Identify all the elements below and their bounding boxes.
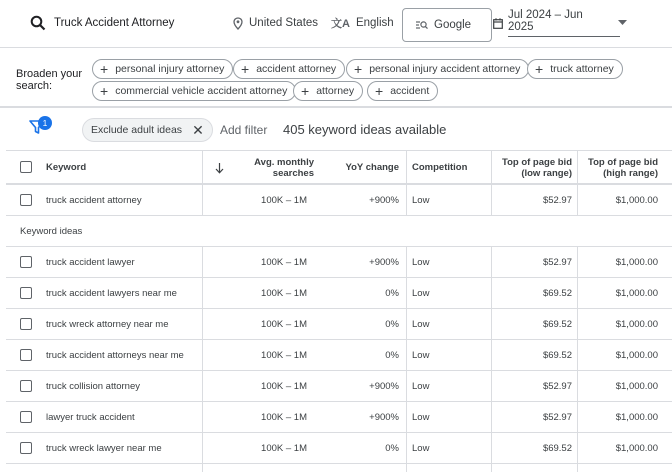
section-label-keyword-ideas: Keyword ideas <box>6 216 672 247</box>
searches-cell: 100K – 1M <box>261 349 307 361</box>
row-checkbox[interactable] <box>20 318 32 330</box>
competition-cell: Low <box>412 194 430 206</box>
searches-cell: 100K – 1M <box>261 318 307 330</box>
chip-label: truck attorney <box>550 63 614 75</box>
yoy-cell: 0% <box>385 442 399 454</box>
location-label: United States <box>249 17 319 29</box>
bid-low-cell: $69.52 <box>542 442 572 454</box>
yoy-cell: +900% <box>369 256 399 268</box>
close-icon[interactable]: ✕ <box>192 121 204 138</box>
chip-label: attorney <box>316 85 355 97</box>
search-network-icon <box>416 20 428 30</box>
search-network-label: Google <box>434 19 472 31</box>
column-divider <box>491 150 492 216</box>
bid-low-cell: $52.97 <box>542 380 572 392</box>
keyword-cell: truck collision attorney <box>46 380 140 392</box>
bid-high-cell: $1,000.00 <box>615 287 658 299</box>
column-divider <box>202 150 203 216</box>
broaden-chip[interactable] <box>293 81 363 101</box>
plus-icon: + <box>375 83 384 99</box>
row-checkbox[interactable] <box>20 411 32 423</box>
chip-label: accident <box>390 85 430 97</box>
row-checkbox[interactable] <box>20 287 32 299</box>
yoy-cell: +900% <box>369 411 399 423</box>
broaden-chip[interactable] <box>346 59 529 79</box>
column-divider <box>577 247 578 472</box>
bid-high-cell: $1,000.00 <box>615 318 658 330</box>
table-header <box>6 150 672 185</box>
add-filter-button[interactable]: Add filter <box>220 123 268 137</box>
keyword-cell: truck wreck attorney near me <box>46 318 169 330</box>
competition-cell: Low <box>412 287 430 299</box>
location-pin-icon <box>233 17 243 30</box>
bid-high-cell: $1,000.00 <box>615 194 658 206</box>
column-divider <box>406 247 407 472</box>
row-checkbox[interactable] <box>20 442 32 454</box>
keyword-count: 405 keyword ideas available <box>283 122 447 137</box>
searches-cell: 100K – 1M <box>261 442 307 454</box>
competition-cell: Low <box>412 380 430 392</box>
searches-cell: 100K – 1M <box>261 287 307 299</box>
table-row[interactable] <box>6 433 672 464</box>
plus-icon: + <box>100 61 109 77</box>
column-header-competition[interactable]: Competition <box>412 162 468 173</box>
searches-cell: 100K – 1M <box>261 256 307 268</box>
competition-cell: Low <box>412 411 430 423</box>
broaden-chip[interactable] <box>233 59 345 79</box>
column-header-yoy[interactable]: YoY change <box>345 162 399 173</box>
keyword-planner-topbar <box>0 0 672 48</box>
column-header-keyword[interactable]: Keyword <box>46 162 87 173</box>
row-checkbox[interactable] <box>20 380 32 392</box>
search-query: Truck Accident Attorney <box>54 17 175 29</box>
select-all-checkbox[interactable] <box>20 161 32 173</box>
column-divider <box>406 150 407 216</box>
row-checkbox[interactable] <box>20 349 32 361</box>
yoy-cell: +900% <box>369 380 399 392</box>
table-row[interactable] <box>6 340 672 371</box>
competition-cell: Low <box>412 256 430 268</box>
competition-cell: Low <box>412 318 430 330</box>
chip-label: personal injury accident attorney <box>369 63 521 75</box>
bid-high-cell: $1,000.00 <box>615 256 658 268</box>
arrow-down-icon[interactable] <box>215 163 224 174</box>
caret-down-icon <box>618 20 627 26</box>
plus-icon: + <box>241 61 250 77</box>
yoy-cell: 0% <box>385 287 399 299</box>
search-icon <box>30 15 46 31</box>
column-header-bid-low[interactable]: Top of page bid (low range) <box>501 156 572 179</box>
language-selector[interactable] <box>331 0 394 46</box>
column-header-bid-high[interactable]: Top of page bid (high range) <box>587 156 658 179</box>
keyword-cell: truck accident attorney <box>46 194 142 206</box>
keyword-cell: truck accident lawyer <box>46 256 135 268</box>
bid-high-cell: $1,000.00 <box>615 349 658 361</box>
chip-label: Exclude adult ideas <box>91 124 183 136</box>
table-row[interactable] <box>6 402 672 433</box>
keyword-cell: lawyer truck accident <box>46 411 135 423</box>
yoy-cell: 0% <box>385 318 399 330</box>
calendar-icon <box>493 18 503 29</box>
language-label: English <box>355 17 394 29</box>
broaden-search-panel <box>0 50 672 108</box>
yoy-cell: 0% <box>385 349 399 361</box>
keyword-cell: truck wreck lawyer near me <box>46 442 162 454</box>
competition-cell: Low <box>412 442 430 454</box>
bid-low-cell: $52.97 <box>542 256 572 268</box>
broaden-chip[interactable] <box>92 59 233 79</box>
search-network-selector[interactable] <box>402 8 492 42</box>
location-selector[interactable] <box>233 0 318 46</box>
translate-icon: 文A <box>331 18 350 30</box>
keyword-cell: truck accident attorneys near me <box>46 349 184 361</box>
keyword-cell: truck accident lawyers near me <box>46 287 177 299</box>
plus-icon: + <box>354 61 363 77</box>
chip-label: commercial vehicle accident attorney <box>115 85 288 97</box>
broaden-chip[interactable] <box>367 81 438 101</box>
search-field[interactable] <box>30 0 174 46</box>
exclude-adult-ideas-chip[interactable] <box>82 118 213 142</box>
searches-cell: 100K – 1M <box>261 411 307 423</box>
column-divider <box>202 247 203 472</box>
plus-icon: + <box>301 83 310 99</box>
chip-label: accident attorney <box>256 63 337 75</box>
table-row[interactable] <box>6 309 672 340</box>
bid-low-cell: $52.97 <box>542 194 572 206</box>
date-range-label: Jul 2024 – Jun 2025 <box>508 9 620 37</box>
row-checkbox[interactable] <box>20 256 32 268</box>
searches-cell: 100K – 1M <box>261 194 307 206</box>
searches-cell: 100K – 1M <box>261 380 307 392</box>
bid-high-cell: $1,000.00 <box>615 380 658 392</box>
table-row[interactable] <box>6 185 672 216</box>
date-range-selector[interactable] <box>493 0 627 46</box>
bid-low-cell: $52.97 <box>542 411 572 423</box>
table-row[interactable] <box>6 247 672 278</box>
plus-icon: + <box>100 83 109 99</box>
bid-high-cell: $1,000.00 <box>615 442 658 454</box>
table-row[interactable] <box>6 371 672 402</box>
broaden-chip[interactable] <box>527 59 623 79</box>
broaden-chip[interactable] <box>92 81 296 101</box>
bid-low-cell: $69.52 <box>542 318 572 330</box>
broaden-label: Broaden your search: <box>16 68 83 92</box>
yoy-cell: +900% <box>369 194 399 206</box>
competition-cell: Low <box>412 349 430 361</box>
chip-label: personal injury attorney <box>115 63 225 75</box>
filter-count-badge: 1 <box>38 116 52 130</box>
bid-low-cell: $69.52 <box>542 287 572 299</box>
filter-bar <box>0 110 672 150</box>
bid-low-cell: $69.52 <box>542 349 572 361</box>
bid-high-cell: $1,000.00 <box>615 411 658 423</box>
row-checkbox[interactable] <box>20 194 32 206</box>
column-header-searches[interactable]: Avg. monthly searches <box>254 156 314 179</box>
column-divider <box>577 150 578 216</box>
plus-icon: + <box>535 61 544 77</box>
column-divider <box>491 247 492 472</box>
table-row[interactable] <box>6 278 672 309</box>
